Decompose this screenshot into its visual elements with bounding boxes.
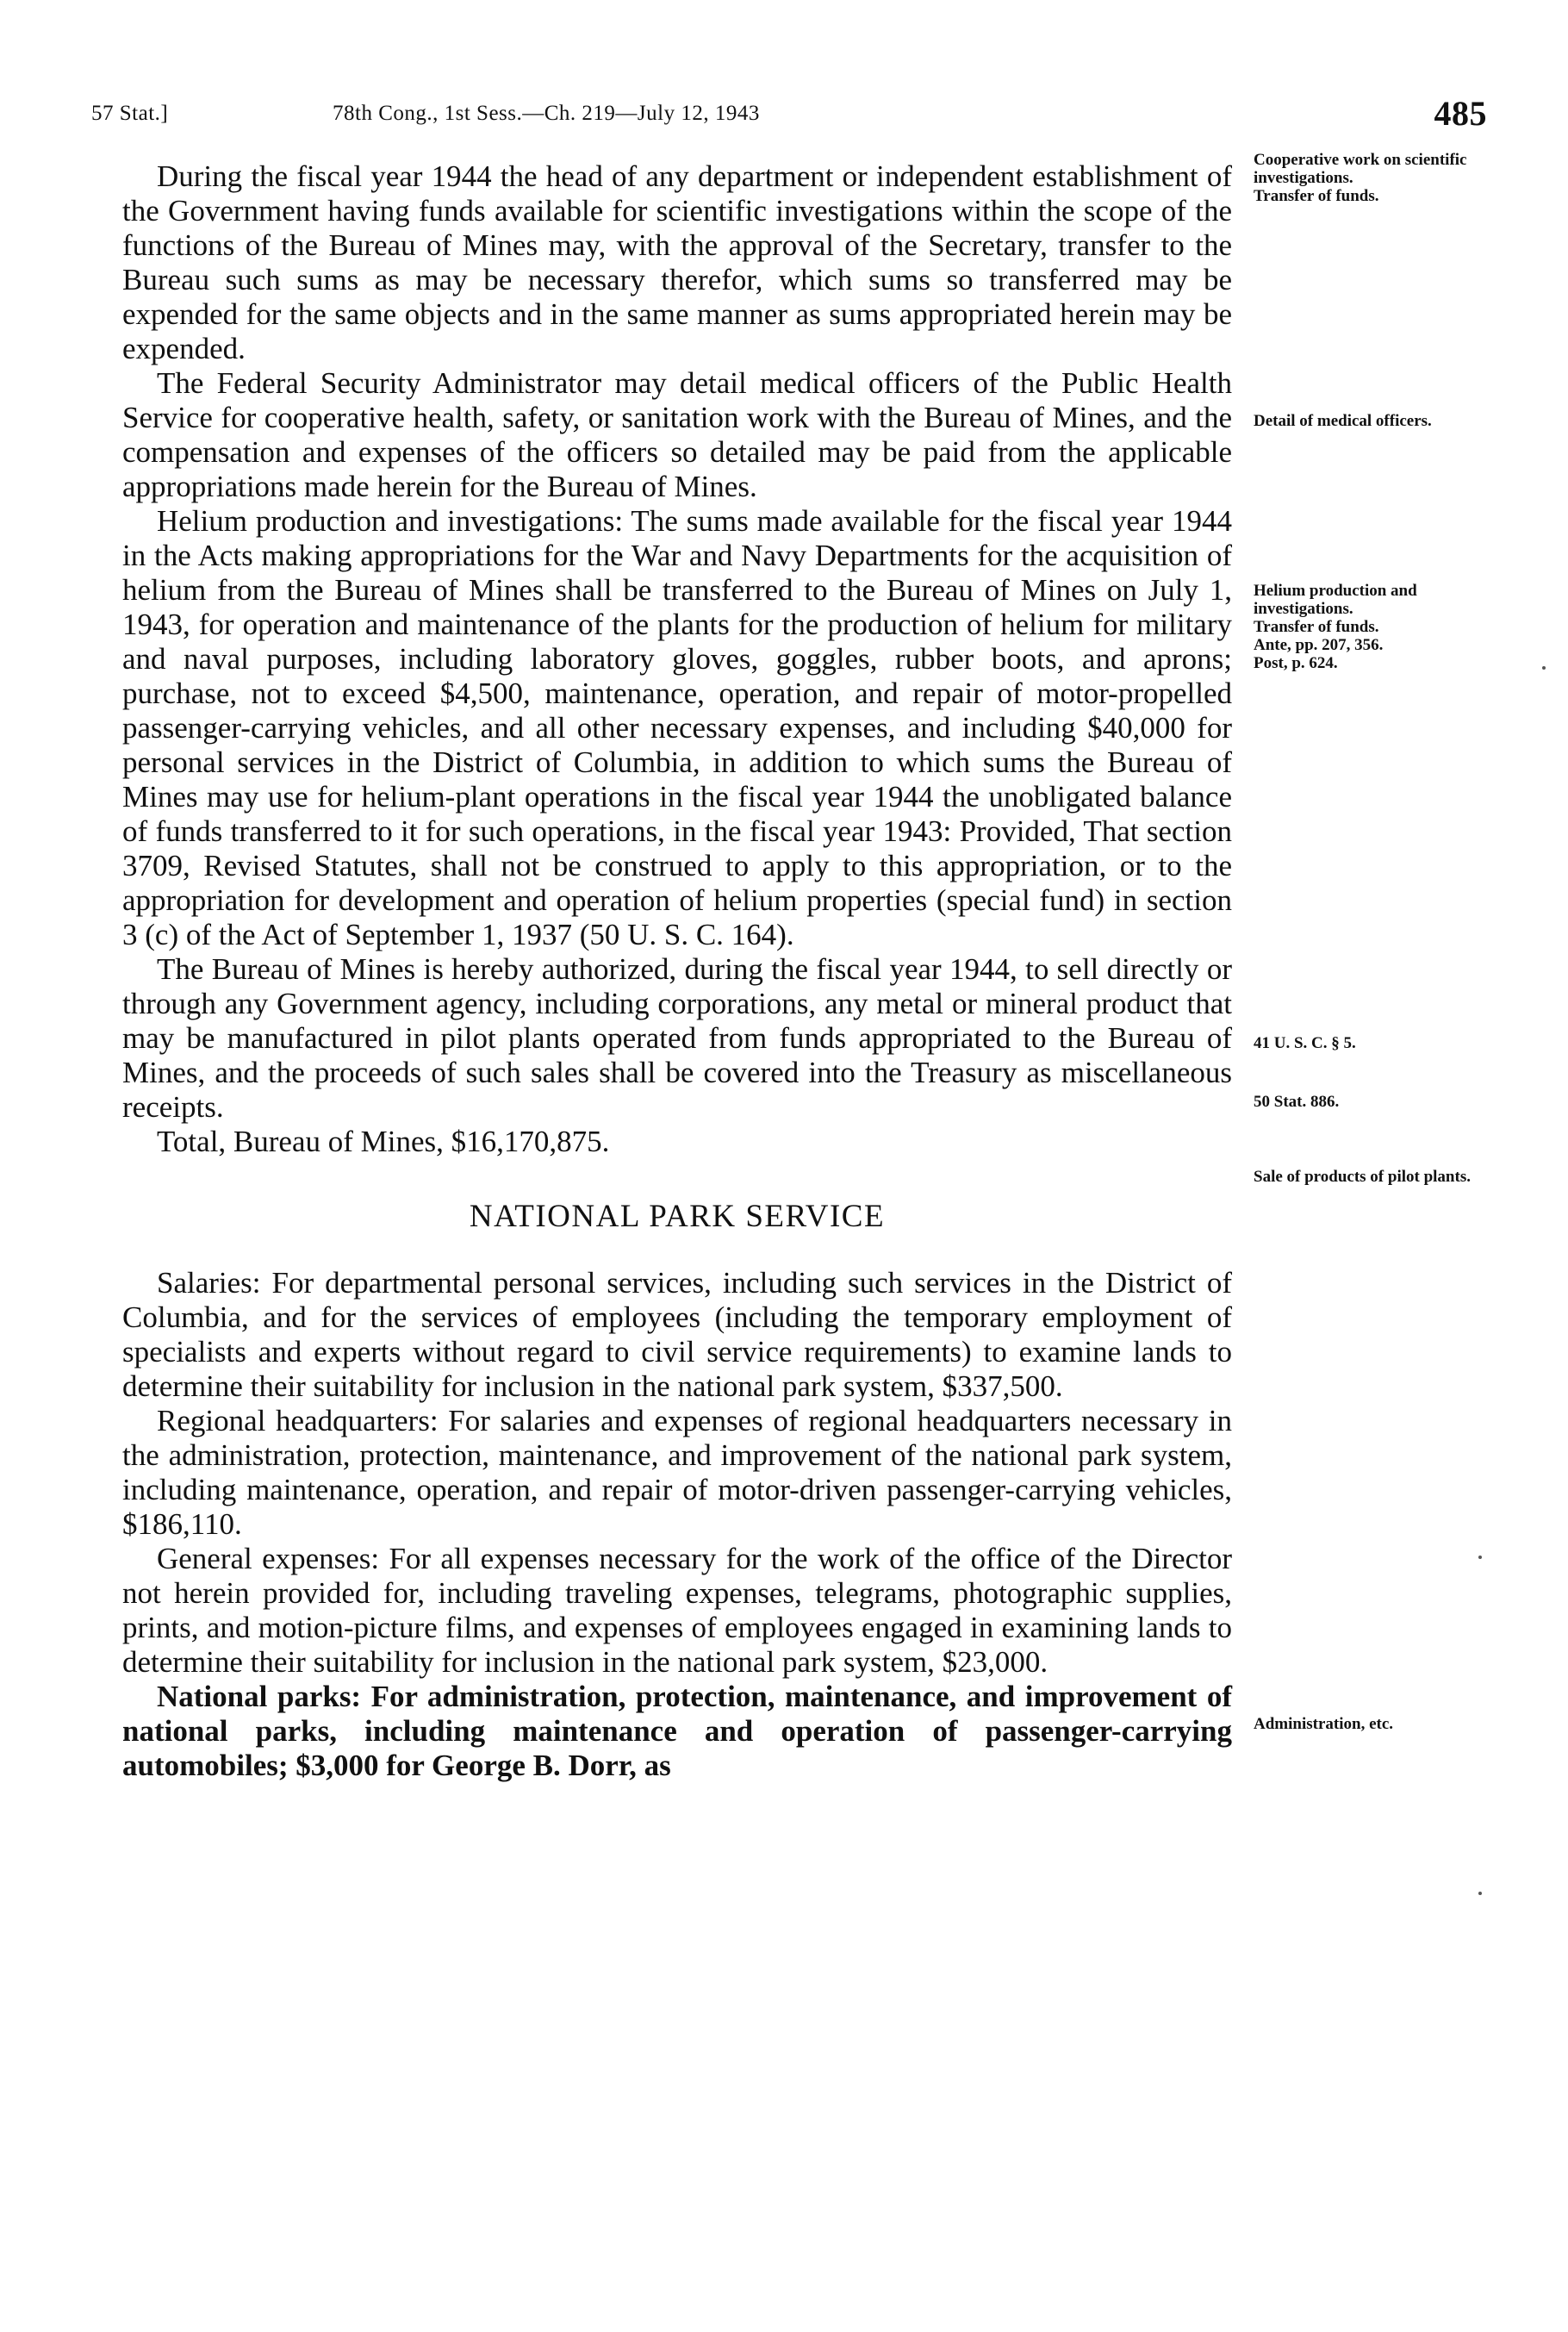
margin-note-medical-officers: Detail of medical officers.	[1254, 412, 1432, 430]
print-speck	[1542, 666, 1546, 670]
paragraph-salaries: Salaries: For departmental personal services, including such services in the District of Columbia, and for the services of employees (including the temporary employment of specialists and experts without regard to civil service requirements) to examine lands to determine their suitability for inclusion in the national park system, $337,500.	[122, 1266, 1232, 1403]
paragraph-medical-officers: The Federal Security Administrator may detail medical officers of the Public Health Service for cooperative health, safety, or sanitation work with the Bureau of Mines, and the compensation and expenses of the officers so detailed may be paid from the applicable appropriations made herein for the Bureau of Mines.	[122, 366, 1232, 503]
paragraph-regional-headquarters: Regional headquarters: For salaries and expenses of regional headquarters necessary in the administration, protection, maintenance, and improvement of the national park system, including maintenance, operation, and repair of motor-driven passenger-carrying vehicles, $186,110.	[122, 1404, 1232, 1541]
section-heading: NATIONAL PARK SERVICE	[469, 1199, 886, 1234]
paragraph-general-expenses: General expenses: For all expenses necessary for the work of the office of the Director not herein provided for, including traveling expenses, telegrams, photographic supplies, prints, and motion-picture films, and expenses of employees engaged in examining lands to determine their suitability for inclusion in the national park system, $23,000.	[122, 1542, 1232, 1679]
margin-note-pilot-plants: Sale of products of pilot plants.	[1254, 1168, 1471, 1186]
paragraph-total: Total, Bureau of Mines, $16,170,875.	[157, 1125, 610, 1158]
paragraph-cooperative-work: During the fiscal year 1944 the head of any department or independent establishment of the Government having funds available for scientific investigations within the scope of the functions of the Bureau of Mines may, with the approval of the Secretary, transfer to the Bureau such sums as may be necessary therefor, which sums so transferred may be expended for the same objects and in the same manner as sums appropriated herein may be expended.	[122, 159, 1232, 365]
margin-note-administration: Administration, etc.	[1254, 1715, 1394, 1733]
print-speck	[1478, 1556, 1482, 1559]
statute-reference: 57 Stat.]	[91, 102, 169, 125]
print-speck	[1478, 1892, 1482, 1895]
body-text	[122, 159, 1232, 1783]
margin-note-stat: 50 Stat. 886.	[1254, 1093, 1340, 1111]
margin-note-helium: Helium production and investigations. Transfer of funds. Ante, pp. 207, 356. Post, p. 624.	[1254, 582, 1417, 672]
margin-note-usc: 41 U. S. C. § 5.	[1254, 1034, 1356, 1052]
paragraph-pilot-plants: The Bureau of Mines is hereby authorized, during the fiscal year 1944, to sell directly or through any Government agency, including corporations, any metal or mineral product that may be manufactured in pilot plants operated from funds appropriated to the Bureau of Mines, and the proceeds of such sales shall be covered into the Treasury as miscellaneous receipts.	[122, 952, 1232, 1124]
margin-note-cooperative-work: Cooperative work on scientific investigations. Transfer of funds.	[1254, 151, 1467, 205]
running-header	[91, 93, 1487, 136]
page-number: 485	[1434, 94, 1487, 133]
paragraph-helium: Helium production and investigations: The sums made available for the fiscal year 1944 in the Acts making appropriations for the War and Navy Departments for the acquisition of helium from the Bureau of Mines shall be transferred to the Bureau of Mines on July 1, 1943, for operation and maintenance of the plants for the production of helium for military and naval purposes, including laboratory gloves, goggles, rubber boots, and aprons; purchase, not to exceed $4,500, maintenance, operation, and repair of motor-propelled passenger-carrying vehicles, and all other necessary expenses, and including $40,000 for personal services in the District of Columbia, in addition to which sums the Bureau of Mines may use for helium-plant operations in the fiscal year 1944 the unobligated balance of funds transferred to it for such operations, in the fiscal year 1943: Provided, That section 3709, Revised Statutes, shall not be construed to apply to this appropriation, or to the appropriation for development and operation of helium properties (special fund) in section 3 (c) of the Act of September 1, 1937 (50 U. S. C. 164).	[122, 504, 1232, 951]
paragraph-national-parks: National parks: For administration, protection, maintenance, and improvement of national parks, including maintenance and operation of passenger-carrying automobiles; $3,000 for George B. Dorr, as	[122, 1680, 1232, 1782]
session-chapter-date: 78th Cong., 1st Sess.—Ch. 219—July 12, 1943	[333, 102, 760, 125]
